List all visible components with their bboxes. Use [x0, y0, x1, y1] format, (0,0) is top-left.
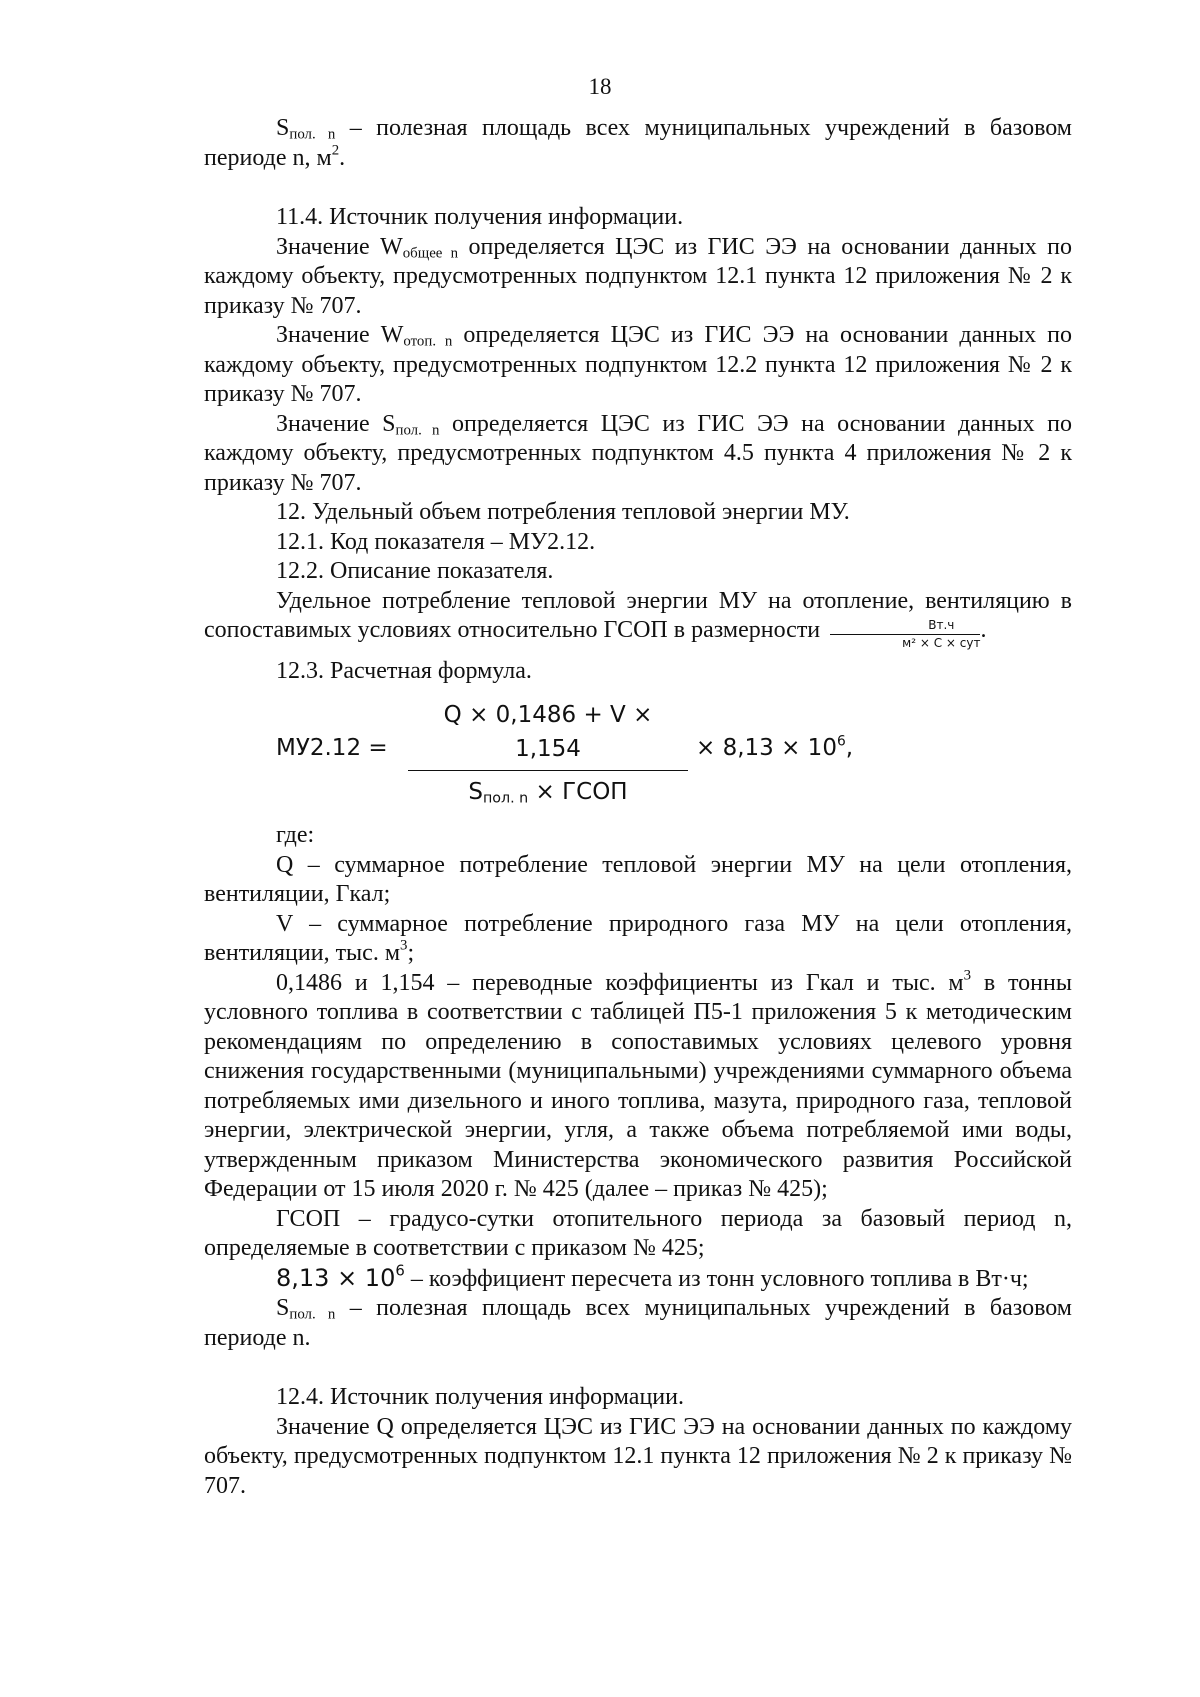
section-heading-12: 12. Удельный объем потребления тепловой энергии МУ. [276, 499, 850, 525]
paragraph-s-pol-definition: $S_{пол. n}$ – полезная площадь всех муниципальных учреждений в базовом периоде n, $м^2$. [204, 115, 1072, 171]
formula-fraction [408, 698, 688, 809]
formula-lhs: МУ2.12 = [276, 735, 388, 762]
unit-fraction: $\frac{Вт.ч}{\text{м² × С × сут}}$ [830, 618, 980, 651]
page-number: 18 [588, 74, 612, 99]
section-heading-12-3: 12.3. Расчетная формула. [276, 657, 532, 684]
definition-s-pol: $S_{пол. n}$ – полезная площадь всех муниципальных учреждений в базовом периоде n. [204, 1295, 1072, 1351]
indicator-code: 12.1. Код показателя – МУ2.12. [276, 528, 596, 555]
definition-coefficients: 0,1486 и 1,154 – переводные коэффициенты из Гкал и тыс. $м^3$ в тонны условного топлива в соответствии с таблицей П5-1 приложения 5 к методическим рекомендациям по определению в сопоставимых условиях целевого уровня снижения государственными (муниципальными) учреждениями суммарного объема потребляемых ими дизельного и иного топлива, мазута, природного газа, тепловой энергии, электрической энергии, угля, а также объема потребляемой ими воды, утвержденным приказом Министерства экономического развития Российской Федерации от 15 июля 2020 г. № 425 (далее – приказ № 425); [204, 967, 1072, 1203]
definition-gsop: ГСОП – градусо-сутки отопительного периода за базовый период n, определяемые в соответствии с приказом № 425; [204, 1205, 1072, 1262]
paragraph-w-heating-source: Значение $W_{отоп. n}$ определяется ЦЭС из ГИС ЭЭ на основании данных по каждому объекту, предусмотренных подпунктом 12.2 пункта 12 приложения № 2 к приказу № 707. [204, 322, 1073, 407]
definition-v: V – суммарное потребление природного газа МУ на цели отопления, вентиляции, тыс. $м^3$; [204, 910, 1072, 967]
formula-numerator: Q × 0,1486 + V × 1,154 [408, 698, 688, 771]
document-body [204, 114, 1072, 1501]
definition-conversion-factor: $8,13 \times 10^6$ – коэффициент пересчета из тонн условного топлива в Вт·ч; [276, 1261, 1029, 1292]
section-heading-11-4: 11.4. Источник получения информации. [276, 204, 684, 230]
paragraph-q-source: Значение Q определяется ЦЭС из ГИС ЭЭ на основании данных по каждому объекту, предусмотренных подпунктом 12.1 пункта 12 приложения № 2 к приказу № 707. [204, 1413, 1072, 1499]
formula-denominator: $S_{пол. n}$ × ГСОП [468, 779, 628, 807]
formula-rhs: × $8,13 \times 10^6$, [696, 733, 854, 762]
section-heading-12-4: 12.4. Источник получения информации. [276, 1384, 684, 1411]
paragraph-s-pol-source: Значение $S_{пол. n}$ определяется ЦЭС из ГИС ЭЭ на основании данных по каждому объекту, предусмотренных подпунктом 4.5 пункта 4 приложения № 2 к приказу № 707. [204, 410, 1073, 496]
paragraph-description: Удельное потребление тепловой энергии МУ на отопление, вентиляцию в сопоставимых условиях относительно ГСОП в размерности $\frac{Вт.ч}{\text{м² × С × сут}}$ . [204, 587, 1072, 650]
paragraph-w-total-source: Значение $W_{общее n}$ определяется ЦЭС из ГИС ЭЭ на основании данных по каждому объекту, предусмотренных подпунктом 12.1 пункта 12 приложения № 2 к приказу № 707. [204, 233, 1072, 319]
calculation-formula [204, 698, 1072, 807]
where-label: где: [276, 822, 315, 849]
section-heading-12-2: 12.2. Описание показателя. [276, 558, 554, 584]
definition-q: Q – суммарное потребление тепловой энергии МУ на цели отопления, вентиляции, Гкал; [204, 851, 1072, 908]
